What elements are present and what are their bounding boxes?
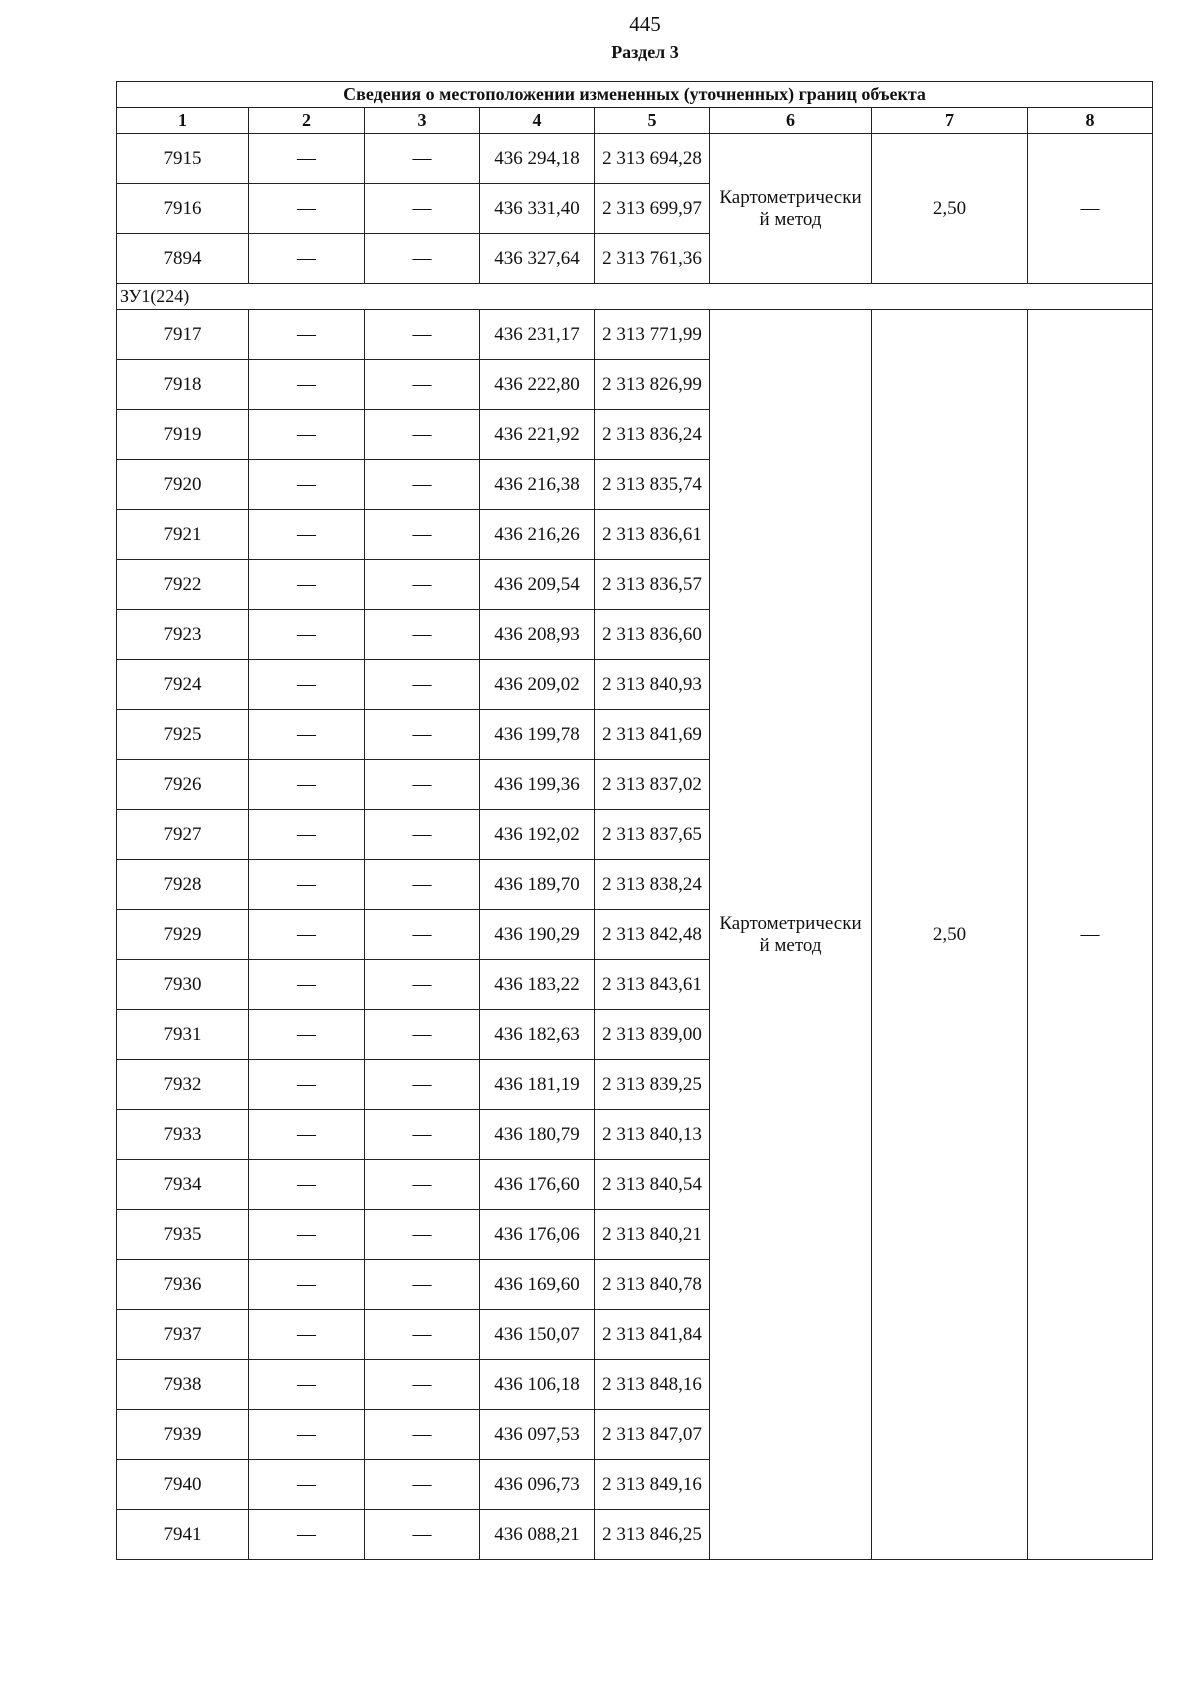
x-coordinate: 436 221,92	[480, 410, 595, 460]
y-coordinate: 2 313 771,99	[595, 310, 710, 360]
x-coordinate: 436 180,79	[480, 1110, 595, 1160]
column-number: 8	[1028, 108, 1153, 134]
x-coordinate: 436 169,60	[480, 1260, 595, 1310]
y-coordinate: 2 313 835,74	[595, 460, 710, 510]
col2-value: —	[249, 1060, 365, 1110]
boundary-coordinates-table	[116, 81, 1153, 1560]
y-coordinate: 2 313 838,24	[595, 860, 710, 910]
x-coordinate: 436 088,21	[480, 1510, 595, 1560]
col2-value: —	[249, 760, 365, 810]
x-coordinate: 436 176,60	[480, 1160, 595, 1210]
col3-value: —	[365, 1010, 480, 1060]
point-number: 7916	[117, 184, 249, 234]
x-coordinate: 436 216,26	[480, 510, 595, 560]
group-label-row	[117, 284, 1153, 310]
point-number: 7927	[117, 810, 249, 860]
col2-value: —	[249, 860, 365, 910]
y-coordinate: 2 313 839,00	[595, 1010, 710, 1060]
col3-value: —	[365, 1160, 480, 1210]
col3-value: —	[365, 810, 480, 860]
point-number: 7925	[117, 710, 249, 760]
col3-value: —	[365, 910, 480, 960]
point-number: 7917	[117, 310, 249, 360]
y-coordinate: 2 313 839,25	[595, 1060, 710, 1110]
col2-value: —	[249, 410, 365, 460]
col2-value: —	[249, 184, 365, 234]
point-number: 7929	[117, 910, 249, 960]
x-coordinate: 436 209,02	[480, 660, 595, 710]
group-label: ЗУ1(224)	[117, 284, 1153, 310]
col2-value: —	[249, 1010, 365, 1060]
x-coordinate: 436 189,70	[480, 860, 595, 910]
point-number: 7920	[117, 460, 249, 510]
point-number: 7938	[117, 1360, 249, 1410]
col3-value: —	[365, 1510, 480, 1560]
col3-value: —	[365, 460, 480, 510]
col3-value: —	[365, 310, 480, 360]
y-coordinate: 2 313 840,93	[595, 660, 710, 710]
x-coordinate: 436 106,18	[480, 1360, 595, 1410]
x-coordinate: 436 096,73	[480, 1460, 595, 1510]
column-number: 1	[117, 108, 249, 134]
y-coordinate: 2 313 841,69	[595, 710, 710, 760]
col2-value: —	[249, 460, 365, 510]
x-coordinate: 436 216,38	[480, 460, 595, 510]
y-coordinate: 2 313 846,25	[595, 1510, 710, 1560]
table-row	[117, 134, 1153, 184]
y-coordinate: 2 313 840,21	[595, 1210, 710, 1260]
col3-value: —	[365, 1360, 480, 1410]
y-coordinate: 2 313 841,84	[595, 1310, 710, 1360]
col2-value: —	[249, 810, 365, 860]
col8-cell: —	[1028, 134, 1153, 284]
point-number: 7937	[117, 1310, 249, 1360]
col3-value: —	[365, 134, 480, 184]
col3-value: —	[365, 960, 480, 1010]
column-number: 3	[365, 108, 480, 134]
col3-value: —	[365, 410, 480, 460]
col3-value: —	[365, 1460, 480, 1510]
column-number-row	[117, 108, 1153, 134]
col3-value: —	[365, 1110, 480, 1160]
point-number: 7934	[117, 1160, 249, 1210]
y-coordinate: 2 313 848,16	[595, 1360, 710, 1410]
page-number: 445	[629, 12, 661, 36]
point-number: 7941	[117, 1510, 249, 1560]
x-coordinate: 436 181,19	[480, 1060, 595, 1110]
x-coordinate: 436 209,54	[480, 560, 595, 610]
x-coordinate: 436 199,36	[480, 760, 595, 810]
column-number: 7	[872, 108, 1028, 134]
y-coordinate: 2 313 694,28	[595, 134, 710, 184]
col3-value: —	[365, 1310, 480, 1360]
table-caption-row	[117, 82, 1153, 108]
point-number: 7939	[117, 1410, 249, 1460]
point-number: 7918	[117, 360, 249, 410]
table-body	[117, 82, 1153, 1560]
y-coordinate: 2 313 761,36	[595, 234, 710, 284]
y-coordinate: 2 313 843,61	[595, 960, 710, 1010]
section-title: Раздел 3	[611, 42, 679, 62]
accuracy-cell: 2,50	[872, 134, 1028, 284]
col3-value: —	[365, 860, 480, 910]
y-coordinate: 2 313 837,65	[595, 810, 710, 860]
col2-value: —	[249, 134, 365, 184]
x-coordinate: 436 327,64	[480, 234, 595, 284]
col3-value: —	[365, 360, 480, 410]
x-coordinate: 436 208,93	[480, 610, 595, 660]
col2-value: —	[249, 910, 365, 960]
col3-value: —	[365, 560, 480, 610]
col2-value: —	[249, 1160, 365, 1210]
col2-value: —	[249, 1510, 365, 1560]
point-number: 7921	[117, 510, 249, 560]
col3-value: —	[365, 610, 480, 660]
y-coordinate: 2 313 826,99	[595, 360, 710, 410]
col3-value: —	[365, 510, 480, 560]
column-number: 2	[249, 108, 365, 134]
point-number: 7936	[117, 1260, 249, 1310]
column-number: 5	[595, 108, 710, 134]
point-number: 7919	[117, 410, 249, 460]
point-number: 7926	[117, 760, 249, 810]
y-coordinate: 2 313 836,24	[595, 410, 710, 460]
x-coordinate: 436 231,17	[480, 310, 595, 360]
col3-value: —	[365, 1410, 480, 1460]
col3-value: —	[365, 1060, 480, 1110]
col2-value: —	[249, 360, 365, 410]
point-number: 7931	[117, 1010, 249, 1060]
x-coordinate: 436 183,22	[480, 960, 595, 1010]
y-coordinate: 2 313 699,97	[595, 184, 710, 234]
col2-value: —	[249, 660, 365, 710]
table-row	[117, 310, 1153, 360]
point-number: 7923	[117, 610, 249, 660]
y-coordinate: 2 313 840,78	[595, 1260, 710, 1310]
x-coordinate: 436 222,80	[480, 360, 595, 410]
point-number: 7924	[117, 660, 249, 710]
col2-value: —	[249, 1210, 365, 1260]
col2-value: —	[249, 1360, 365, 1410]
x-coordinate: 436 190,29	[480, 910, 595, 960]
x-coordinate: 436 182,63	[480, 1010, 595, 1060]
point-number: 7933	[117, 1110, 249, 1160]
y-coordinate: 2 313 849,16	[595, 1460, 710, 1510]
col2-value: —	[249, 710, 365, 760]
column-number: 4	[480, 108, 595, 134]
y-coordinate: 2 313 836,57	[595, 560, 710, 610]
y-coordinate: 2 313 836,60	[595, 610, 710, 660]
col3-value: —	[365, 710, 480, 760]
col8-cell: —	[1028, 310, 1153, 1560]
x-coordinate: 436 192,02	[480, 810, 595, 860]
col3-value: —	[365, 1210, 480, 1260]
col2-value: —	[249, 234, 365, 284]
point-number: 7922	[117, 560, 249, 610]
point-number: 7932	[117, 1060, 249, 1110]
x-coordinate: 436 331,40	[480, 184, 595, 234]
accuracy-cell: 2,50	[872, 310, 1028, 1560]
x-coordinate: 436 199,78	[480, 710, 595, 760]
col2-value: —	[249, 610, 365, 660]
col2-value: —	[249, 1410, 365, 1460]
method-cell: Картометрически й метод	[710, 134, 872, 284]
col2-value: —	[249, 1310, 365, 1360]
y-coordinate: 2 313 837,02	[595, 760, 710, 810]
point-number: 7930	[117, 960, 249, 1010]
col3-value: —	[365, 234, 480, 284]
x-coordinate: 436 097,53	[480, 1410, 595, 1460]
col3-value: —	[365, 1260, 480, 1310]
col3-value: —	[365, 760, 480, 810]
y-coordinate: 2 313 840,13	[595, 1110, 710, 1160]
col2-value: —	[249, 960, 365, 1010]
point-number: 7940	[117, 1460, 249, 1510]
x-coordinate: 436 176,06	[480, 1210, 595, 1260]
col2-value: —	[249, 510, 365, 560]
y-coordinate: 2 313 842,48	[595, 910, 710, 960]
x-coordinate: 436 294,18	[480, 134, 595, 184]
point-number: 7928	[117, 860, 249, 910]
y-coordinate: 2 313 840,54	[595, 1160, 710, 1210]
column-number: 6	[710, 108, 872, 134]
y-coordinate: 2 313 847,07	[595, 1410, 710, 1460]
point-number: 7894	[117, 234, 249, 284]
x-coordinate: 436 150,07	[480, 1310, 595, 1360]
y-coordinate: 2 313 836,61	[595, 510, 710, 560]
col2-value: —	[249, 560, 365, 610]
col2-value: —	[249, 1110, 365, 1160]
col2-value: —	[249, 1260, 365, 1310]
col3-value: —	[365, 184, 480, 234]
col3-value: —	[365, 660, 480, 710]
point-number: 7935	[117, 1210, 249, 1260]
table-caption: Сведения о местоположении измененных (уточненных) границ объекта	[117, 82, 1153, 108]
col2-value: —	[249, 310, 365, 360]
col2-value: —	[249, 1460, 365, 1510]
point-number: 7915	[117, 134, 249, 184]
method-cell: Картометрически й метод	[710, 310, 872, 1560]
